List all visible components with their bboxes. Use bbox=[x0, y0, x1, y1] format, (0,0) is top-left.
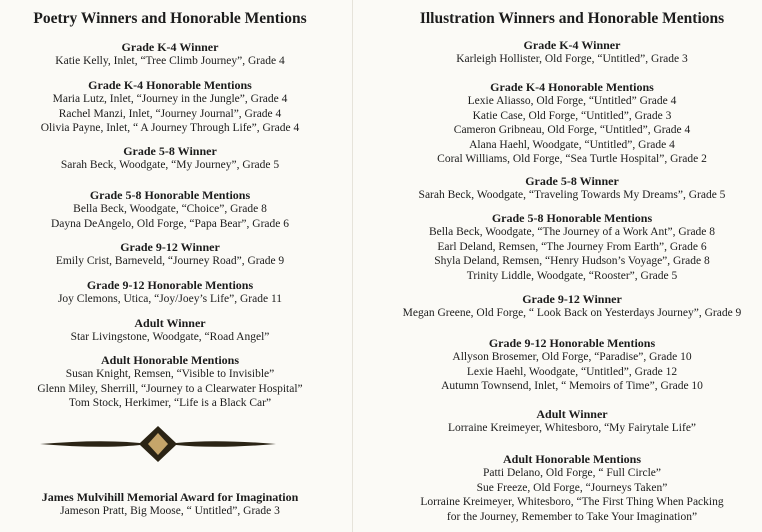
illustration-912-honorable bbox=[382, 336, 762, 394]
illustration-58-honorable bbox=[382, 211, 762, 283]
poetry-title: Poetry Winners and Honorable Mentions bbox=[33, 10, 307, 27]
illustration-column bbox=[382, 0, 762, 532]
entry: Lorraine Kreimeyer, Whitesboro, “My Fairytale Life” bbox=[447, 422, 697, 434]
entry: Cameron Gribneau, Old Forge, “Untitled”, Grade 4 bbox=[453, 124, 691, 137]
section-heading: Grade 5-8 Winner bbox=[123, 144, 217, 158]
entry: for the Journey, Remember to Take Your Imagination” bbox=[446, 510, 698, 523]
section-heading: Grade 9-12 Honorable Mentions bbox=[86, 278, 254, 292]
poetry-912-winner bbox=[0, 240, 340, 269]
entry: Sue Freeze, Old Forge, “Journeys Taken” bbox=[476, 481, 668, 494]
entry: Coral Williams, Old Forge, “Sea Turtle Hospital”, Grade 2 bbox=[437, 153, 707, 166]
poetry-58-honorable bbox=[0, 188, 340, 231]
section-heading: Grade K-4 Winner bbox=[523, 38, 621, 52]
poetry-58-winner bbox=[0, 144, 340, 173]
section-heading: Grade 5-8 Honorable Mentions bbox=[491, 211, 653, 225]
entry: Allyson Brosemer, Old Forge, “Paradise”, Grade 10 bbox=[452, 351, 692, 363]
entry: Patti Delano, Old Forge, “ Full Circle” bbox=[482, 467, 661, 479]
entry: Susan Knight, Remsen, “Visible to Invisible” bbox=[65, 368, 275, 380]
entry: Lexie Aliasso, Old Forge, “Untitled” Grade 4 bbox=[467, 95, 677, 107]
section-heading: Adult Honorable Mentions bbox=[100, 353, 239, 367]
illustration-title: Illustration Winners and Honorable Mentions bbox=[419, 10, 725, 27]
poetry-adult-winner bbox=[0, 316, 340, 345]
section-heading: Grade 9-12 Honorable Mentions bbox=[488, 336, 656, 350]
section-heading: Grade 5-8 Winner bbox=[525, 174, 619, 188]
section-heading: Grade K-4 Honorable Mentions bbox=[490, 80, 654, 94]
entry: Autumn Townsend, Inlet, “ Memoirs of Time”, Grade 10 bbox=[441, 380, 703, 393]
entry: Karleigh Hollister, Old Forge, “Untitled”, Grade 3 bbox=[456, 53, 688, 65]
entry: Sarah Beck, Woodgate, “Traveling Towards My Dreams”, Grade 5 bbox=[418, 189, 726, 201]
entry: Glenn Miley, Sherrill, “Journey to a Clearwater Hospital” bbox=[37, 382, 303, 395]
entry: Sarah Beck, Woodgate, “My Journey”, Grade 5 bbox=[60, 159, 280, 171]
entry: Lorraine Kreimeyer, Whitesboro, “The First Thing When Packing bbox=[420, 496, 724, 509]
entry: Megan Greene, Old Forge, “ Look Back on Yesterdays Journey”, Grade 9 bbox=[402, 307, 742, 319]
entry: Emily Crist, Barneveld, “Journey Road”, Grade 9 bbox=[55, 255, 285, 267]
section-heading: Adult Winner bbox=[134, 316, 206, 330]
section-heading: Grade K-4 Honorable Mentions bbox=[88, 78, 252, 92]
poetry-k4-winner bbox=[0, 40, 340, 69]
entry: Maria Lutz, Inlet, “Journey in the Jungle”, Grade 4 bbox=[52, 93, 288, 105]
poetry-column bbox=[0, 0, 340, 532]
entry: Bella Beck, Woodgate, “The Journey of a Work Ant”, Grade 8 bbox=[428, 226, 716, 238]
illustration-912-winner bbox=[382, 292, 762, 321]
illustration-k4-winner bbox=[382, 38, 762, 67]
section-heading: Adult Honorable Mentions bbox=[502, 452, 641, 466]
entry: Dayna DeAngelo, Old Forge, “Papa Bear”, Grade 6 bbox=[50, 217, 289, 230]
illustration-58-winner bbox=[382, 174, 762, 203]
entry: Bella Beck, Woodgate, “Choice”, Grade 8 bbox=[73, 203, 267, 215]
entry: Rachel Manzi, Inlet, “Journey Journal”, Grade 4 bbox=[58, 107, 282, 120]
poetry-k4-honorable bbox=[0, 78, 340, 136]
memorial-award bbox=[0, 490, 340, 519]
memorial-entry: Jameson Pratt, Big Moose, “ Untitled”, Grade 3 bbox=[60, 505, 280, 517]
section-heading: Grade 9-12 Winner bbox=[522, 292, 622, 306]
page-fold bbox=[352, 0, 353, 532]
section-heading: Grade 9-12 Winner bbox=[120, 240, 220, 254]
entry: Katie Case, Old Forge, “Untitled”, Grade 3 bbox=[472, 109, 672, 122]
entry: Olivia Payne, Inlet, “ A Journey Through Life”, Grade 4 bbox=[40, 122, 300, 135]
poetry-912-honorable bbox=[0, 278, 340, 307]
entry: Joy Clemons, Utica, “Joy/Joey’s Life”, Grade 11 bbox=[57, 293, 283, 305]
entry: Katie Kelly, Inlet, “Tree Climb Journey”, Grade 4 bbox=[55, 55, 285, 67]
section-heading: Grade 5-8 Honorable Mentions bbox=[89, 188, 251, 202]
entry: Alana Haehl, Woodgate, “Untitled”, Grade 4 bbox=[469, 138, 675, 151]
ornamental-divider-icon bbox=[40, 424, 276, 464]
entry: Shyla Deland, Remsen, “Henry Hudson’s Voyage”, Grade 8 bbox=[434, 255, 710, 268]
entry: Trinity Liddle, Woodgate, “Rooster”, Grade 5 bbox=[466, 269, 678, 282]
illustration-adult-honorable bbox=[382, 452, 762, 524]
section-heading: Adult Winner bbox=[536, 407, 608, 421]
illustration-k4-honorable bbox=[382, 80, 762, 167]
section-heading: Grade K-4 Winner bbox=[121, 40, 219, 54]
entry: Tom Stock, Herkimer, “Life is a Black Car” bbox=[68, 397, 272, 410]
entry: Star Livingstone, Woodgate, “Road Angel” bbox=[70, 331, 270, 343]
entry: Earl Deland, Remsen, “The Journey From Earth”, Grade 6 bbox=[437, 240, 707, 253]
entry: Lexie Haehl, Woodgate, “Untitled”, Grade 12 bbox=[466, 365, 678, 378]
memorial-heading: James Mulvihill Memorial Award for Imagination bbox=[41, 490, 299, 504]
poetry-adult-honorable bbox=[0, 353, 340, 411]
illustration-adult-winner bbox=[382, 407, 762, 436]
